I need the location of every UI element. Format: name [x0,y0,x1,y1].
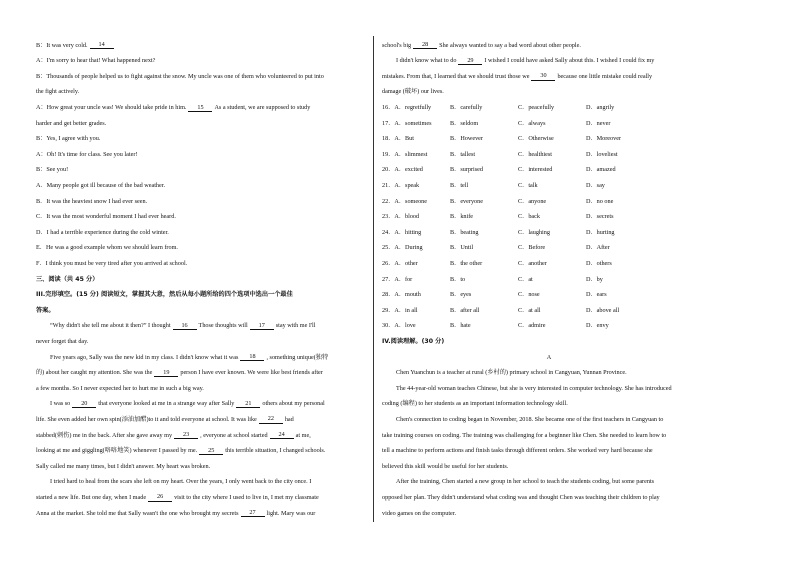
passage-line [36,490,364,506]
right-column [382,38,716,521]
passage-line [36,412,364,428]
option-26-A[interactable]: 26．A．other [382,260,418,267]
choice-text: A．Many people got ill because of the bad weather. [36,182,166,190]
option-row-25 [382,241,716,257]
option-row-24 [382,225,716,241]
option-row-20 [382,163,716,179]
passage-line [382,381,716,397]
passage-text: Five years ago, Sally was the new kid in my class. I didn't know what it was [50,353,239,361]
dialogue-text: B：Yes, I agree with you. [36,135,101,143]
option-row-18 [382,132,716,148]
blank-14[interactable]: 14 [90,42,114,49]
passage-text: , something unique(独特 [266,353,329,361]
option-20-B[interactable]: B．surprised [450,166,483,174]
option-row-22 [382,194,716,210]
passage-line [382,85,716,101]
option-23-A[interactable]: 23．A．blood [382,213,420,221]
section-instructions-cloze: III.完形填空。(15 分) 阅读短文，掌握其大意，然后从每小题所给的四个选项中选出一个最佳 [36,291,293,299]
dialogue-line-a-great [36,100,364,116]
option-16-D[interactable]: D．angrily [586,104,615,112]
option-24-A[interactable]: 24．A．hitting [382,228,422,236]
option-28-A[interactable]: 28．A．mouth [382,291,421,299]
option-26-B[interactable]: B．the other [450,260,483,267]
passage-text: stabbed(刺伤) me in the back. After she gave away my [36,431,173,439]
option-25-D[interactable]: D．After [586,244,610,252]
option-19-B[interactable]: B．tallest [450,150,476,158]
option-23-C[interactable]: C．back [518,213,540,221]
blank-24[interactable]: 24 [270,432,294,439]
choice-a[interactable] [36,178,364,194]
dialogue-line-b-cold [36,38,364,54]
option-22-B[interactable]: B．everyone [450,197,483,205]
passage-line [382,443,716,459]
passage-line [36,428,364,444]
choice-e[interactable] [36,241,364,257]
passage-text: After the training, Chen started a new group in her school to teach the students coding, but some parents [396,478,655,486]
dialogue-line-a-great-cont [36,116,364,132]
left-column [36,38,364,521]
passage-text: 的) about her caught my attention. She was the [36,369,153,377]
passage-text: school's big [382,41,412,49]
choice-text: C．It was the most wonderful moment I had ever heard. [36,213,176,221]
option-26-D[interactable]: D．others [586,260,612,267]
option-row-21 [382,178,716,194]
option-22-D[interactable]: D．no one [586,197,614,205]
option-25-C[interactable]: C．Before [518,244,546,252]
passage-line [36,443,364,459]
option-16-A[interactable]: 16．A．regretfully [382,104,432,112]
passage-text: at me, [295,431,311,439]
option-28-B[interactable]: B．eyes [450,291,472,299]
blank-20[interactable]: 20 [72,401,96,408]
option-23-B[interactable]: B．knife [450,213,474,221]
dialogue-line-a-oh [36,147,364,163]
dialogue-text: B：See you! [36,166,69,174]
choice-c[interactable] [36,210,364,226]
option-26-C[interactable]: C．another [518,260,547,267]
passage-text: I wished I could have asked Sally about this. I wished I could fix my [484,57,655,65]
column-divider [373,36,374,522]
answer-options-list [382,100,716,334]
dialogue-text: A：I'm sorry to hear that! What happened next? [36,57,156,65]
option-30-A[interactable]: 30．A．love [382,322,416,330]
option-22-C[interactable]: C．anyone [518,197,547,205]
passage-text: take training courses on coding. The training was challenging for a beginner like Chen. She needed to learn how to [382,431,667,439]
passage-text: She always wanted to say a bad word about other people. [439,41,581,49]
option-27-D[interactable]: D．by [586,275,603,283]
option-29-B[interactable]: B．after all [450,306,480,314]
choice-f[interactable] [36,256,364,272]
passage-text: life. She even added her own spin(添油加醋)to it and told everyone at school. It was like [36,415,257,423]
dialogue-text: B：Thousands of people helped us to fight against the snow. My uncle was one of them who volunteered to put into [36,72,324,80]
option-20-A[interactable]: 20．A．excited [382,166,423,174]
option-24-C[interactable]: C．laughing [518,228,550,236]
choice-d[interactable] [36,225,364,241]
option-21-C[interactable]: C．talk [518,182,538,190]
dialogue-text: harder and get better grades. [36,119,107,127]
passage-line [382,490,716,506]
passage-text: others about my personal [262,400,325,408]
passage-line [382,475,716,491]
passage-text: Chen Yuanchun is a teacher at rural (乡村的) primary school in Cangyuan, Yunnan Province. [396,369,627,377]
option-19-C[interactable]: C．healthiest [518,150,553,158]
passage-text: Those thoughts will [198,322,248,330]
passage-line [36,506,364,522]
option-28-C[interactable]: C．nose [518,291,540,299]
passage-text: Chen's connection to coding began in November, 2018. She became one of the first teachers in Cangyuan to [396,415,664,423]
passage-line [382,412,716,428]
passage-line [382,69,716,85]
option-18-C[interactable]: C．Otherwise [518,135,554,143]
option-17-C[interactable]: C．always [518,119,546,127]
blank-17[interactable]: 17 [250,323,274,330]
option-row-27 [382,272,716,288]
section-instructions-cloze-cont: 答案。 [36,306,55,314]
option-row-28 [382,288,716,304]
passage-text: this terrible situation, I changed schools. [225,447,326,455]
dialogue-line-b-thousands [36,69,364,85]
passage-line [36,397,364,413]
option-17-B[interactable]: B．seldom [450,119,479,127]
blank-30[interactable]: 30 [531,73,555,80]
passage-text: light. Mary was our [266,509,316,517]
option-21-B[interactable]: B．tell [450,182,469,190]
passage-text: Anna at the market. She told me that Sally wasn't the one who brought my secrets [36,509,239,517]
dialogue-text: A：Oh! It's time for class. See you later! [36,150,138,158]
passage-line [36,334,364,350]
option-row-26 [382,256,716,272]
option-25-A[interactable]: 25．A．During [382,244,423,252]
dialogue-line-b-yes [36,132,364,148]
blank-15[interactable]: 15 [188,105,212,112]
option-21-D[interactable]: D．say [586,182,605,190]
option-27-B[interactable]: B．to [450,275,466,283]
option-25-B[interactable]: B．Until [450,244,474,252]
option-24-D[interactable]: D．hurting [586,228,615,236]
dialogue-line-b-thousands-cont [36,85,364,101]
option-18-B[interactable]: B．However [450,135,483,143]
passage-text: a few months. So I never expected her to hurt me in such a big way. [36,384,204,392]
blank-18[interactable]: 18 [240,354,264,361]
passage-text: tell a machine to perform actions and finish tasks through different orders. She worked very hard because she [382,447,653,455]
option-row-29 [382,303,716,319]
dialogue-line-a-sorry [36,54,364,70]
section-heading-reading-comprehension: IV.阅读理解。(30 分) [382,337,445,345]
passage-line [36,350,364,366]
passage-line [36,475,364,491]
option-17-D[interactable]: D．never [586,119,611,127]
passage-text: had [284,415,294,423]
passage-line [382,54,716,70]
option-row-19 [382,147,716,163]
option-29-D[interactable]: D．above all [586,306,620,314]
choice-text: F．I think you must be very tired after you arrived at school. [36,260,188,267]
choice-text: E．He was a good example whom we should learn from. [36,244,178,252]
option-row-17 [382,116,716,132]
passage-text: opposed her plan. They didn't understand what coding was and thought Chen was teaching their children to play [382,493,660,501]
blank-27[interactable]: 27 [241,510,265,517]
passage-line [382,397,716,413]
dialogue-text: B：It was very cold. [36,41,88,49]
section-heading-reading: 三、阅读（共 45 分） [36,275,99,283]
option-row-23 [382,210,716,226]
passage-line [382,459,716,475]
passage-text: person I have ever known. We were like best friends after [180,369,323,377]
blank-23[interactable]: 23 [174,432,198,439]
passage-text: mistakes. From that, I learned that we should trust those we [382,72,530,80]
option-27-C[interactable]: C．at [518,275,533,283]
option-27-A[interactable]: 27．A．for [382,275,413,283]
option-30-C[interactable]: C．admire [518,322,546,330]
blank-22[interactable]: 22 [259,416,283,423]
option-19-D[interactable]: D．loveliest [586,150,618,158]
passage-text: because one little mistake could really [557,72,653,80]
passage-text: visit to the city where I used to live in, I met my classmate [174,493,319,501]
option-22-A[interactable]: 22．A．someone [382,197,428,205]
option-20-C[interactable]: C．interested [518,166,553,174]
choice-text: B．It was the heaviest snow I had ever seen. [36,197,148,205]
blank-29[interactable]: 29 [458,58,482,65]
passage-line [382,365,716,381]
blank-16[interactable]: 16 [173,323,197,330]
choice-text: D．I had a terrible experience during the cold winter. [36,228,169,236]
blank-25[interactable]: 25 [199,448,223,455]
dialogue-text: the fight actively. [36,88,80,96]
passage-text: stay with me I'll [275,322,316,330]
option-28-D[interactable]: D．ears [586,291,607,299]
passage-text: Sally called me many times, but I didn't answer. My heart was broken. [36,462,211,470]
option-21-A[interactable]: 21．A．speak [382,182,420,190]
passage-text: never forget that day. [36,337,89,345]
passage-text: coding (编程) to her students as an important information technology skill. [382,400,568,408]
passage-text: video games on the computer. [382,509,457,517]
passage-line [382,38,716,54]
passage-line [382,428,716,444]
passage-line [36,319,364,335]
option-18-D[interactable]: D．Moreover [586,135,622,143]
passage-line [382,506,716,522]
passage-text: started a new life. But one day, when I made [36,493,147,501]
option-18-A[interactable]: 18．A．But [382,135,414,143]
option-23-D[interactable]: D．secrets [586,213,614,221]
option-29-A[interactable]: 29．A．in all [382,306,418,314]
option-29-C[interactable]: C．at all [518,306,541,314]
passage-letter: A [546,353,552,361]
passage-line [36,381,364,397]
choice-b[interactable] [36,194,364,210]
passage-text: “Why didn't she tell me about it then?” I thought [50,322,171,330]
blank-26[interactable]: 26 [148,494,172,501]
passage-text: looking at me and giggling(咯咯地笑) whenever I passed by me. [36,447,198,455]
blank-28[interactable]: 28 [413,42,437,49]
passage-line [36,365,364,381]
passage-text: I was so [50,400,71,408]
passage-text: that everyone looked at me in a strange way after Sally [98,400,235,408]
dialogue-line-b-see [36,163,364,179]
dialogue-text: A：How great your uncle was! We should take pride in him. [36,104,187,112]
passage-text: , everyone at school started [200,431,268,439]
option-row-16 [382,100,716,116]
passage-text: The 44-year-old woman teaches Chinese, but she is very interested in computer technology. She has introduced [396,384,672,392]
option-24-B[interactable]: B．beating [450,228,479,236]
option-30-D[interactable]: D．envy [586,322,609,330]
blank-21[interactable]: 21 [236,401,260,408]
passage-text: believed this skill would be useful for her students. [382,462,509,470]
passage-line [36,459,364,475]
option-16-B[interactable]: B．carefully [450,104,483,112]
option-20-D[interactable]: D．amazed [586,166,616,174]
passage-text: I didn't know what to do [396,57,457,65]
dialogue-text: As a student, we are supposed to study [214,104,311,112]
option-16-C[interactable]: C．peacefully [518,104,555,112]
option-19-A[interactable]: 19．A．slimmest [382,150,428,158]
passage-text: I tried hard to heal from the scars she left on my heart. Over the years, I only went back to the city once. I [50,478,312,486]
option-17-A[interactable]: 17．A．sometimes [382,119,432,127]
blank-19[interactable]: 19 [154,370,178,377]
option-30-B[interactable]: B．hate [450,322,471,330]
passage-text: damage (破坏) our lives. [382,88,444,96]
option-row-30 [382,319,716,335]
